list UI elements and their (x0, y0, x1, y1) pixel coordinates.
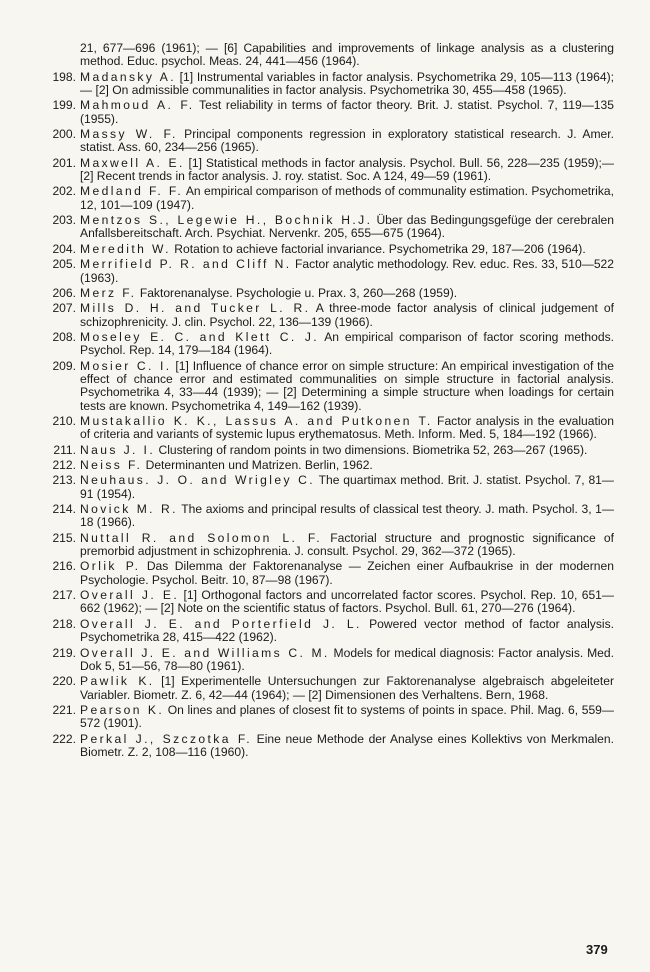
reference-text (80, 618, 614, 645)
reference-entry (42, 42, 614, 69)
reference-author: Overall J. E. and Porterfield J. L. (80, 616, 362, 631)
reference-text (80, 647, 614, 674)
reference-number: 212. (52, 458, 76, 473)
reference-citation: Principal components regression in exploratory statistical research. J. Amer. statist. Ass. 60, 234—256 (1965). (80, 127, 614, 155)
reference-entry (42, 258, 614, 285)
reference-entry (42, 185, 614, 212)
reference-citation: 21, 677—696 (1961); — [6] Capabilities and improvements of linkage analysis as a clustering method. Educ. psychol. Meas. 24, 441—456 (1964). (80, 41, 614, 69)
reference-entry (42, 459, 614, 472)
reference-text (80, 99, 614, 126)
reference-author: Mills D. H. and Tucker L. R. (80, 301, 311, 316)
reference-entry (42, 331, 614, 358)
reference-author: Overall J. E. and Williams C. M. (80, 645, 330, 660)
reference-entry (42, 503, 614, 530)
reference-author: Perkal J., Szczotka F. (80, 731, 253, 746)
reference-text (80, 71, 614, 98)
reference-number: 198. (52, 69, 76, 84)
reference-number: 213. (52, 473, 76, 488)
reference-number: 200. (52, 127, 76, 142)
reference-entry (42, 560, 614, 587)
reference-author: Novick M. R. (80, 502, 178, 517)
reference-entry (42, 415, 614, 442)
reference-author: Mosier C. I. (80, 358, 172, 373)
reference-citation: [1] Orthogonal factors and uncorrelated factor scores. Psychol. Rep. 10, 651—662 (1962); — [2] Note on the scientific status of factors. Psychol. Bull. 61, 270—276 (1964). (80, 588, 614, 616)
reference-citation: The axioms and principal results of classical test theory. J. math. Psychol. 3, 1—18 (1966). (80, 502, 615, 530)
reference-citation: Factorial structure and prognostic significance of premorbid adjustment in schizophrenia. J. consult. Psychol. 29, 362—372 (1965). (80, 530, 614, 559)
reference-citation: A three-mode factor analysis of clinical judgement of schizophrenicity. J. clin. Psychol. 22, 136—139 (1966). (80, 301, 614, 329)
reference-entry (42, 589, 614, 616)
reference-text (80, 185, 614, 212)
reference-entry (42, 243, 614, 256)
reference-text (80, 415, 614, 442)
reference-list (42, 42, 614, 761)
reference-author: Pawlik K. (80, 674, 155, 689)
reference-text (80, 128, 614, 155)
reference-entry (42, 474, 614, 501)
reference-author: Medland F. F. (80, 184, 184, 199)
reference-author: Meredith W. (80, 241, 171, 256)
reference-author: Mentzos S., Legewie H., Bochnik H.J. (80, 213, 373, 228)
reference-text (80, 302, 614, 329)
reference-citation: Test reliability in terms of factor theory. Brit. J. statist. Psychol. 7, 119—135 (1955). (80, 98, 614, 126)
reference-citation: An empirical comparison of methods of communality estimation. Psychometrika, 12, 101—109 (1947). (80, 184, 614, 212)
reference-author: Merrifield P. R. and Cliff N. (80, 257, 292, 272)
reference-text (80, 459, 614, 472)
reference-author: Naus J. I. (80, 442, 156, 457)
reference-number: 208. (52, 329, 76, 344)
reference-number: 209. (52, 358, 76, 373)
reference-entry (42, 157, 614, 184)
reference-text (80, 360, 614, 413)
reference-entry (42, 647, 614, 674)
reference-citation: The quartimax method. Brit. J. statist. Psychol. 7, 81—91 (1954). (80, 473, 614, 501)
reference-citation: Clustering of random points in two dimensions. Biometrika 52, 263—267 (1965). (155, 442, 588, 457)
reference-text (80, 243, 614, 256)
reference-number: 211. (53, 442, 76, 457)
reference-citation: Über das Bedingungsgefüge der cerebralen Anfallsbereitschaft. Arch. Psychiat. Nervenkr. 205, 655—675 (1964). (80, 213, 614, 241)
reference-number: 216. (52, 559, 76, 574)
reference-number: 218. (52, 616, 76, 631)
reference-number: 202. (52, 184, 76, 199)
reference-entry (42, 128, 614, 155)
reference-citation: [1] Experimentelle Untersuchungen zur Faktorenanalyse algebraisch abgeleiteter Variabler. Biometr. Z. 6, 42—44 (1964); — [2] Dimensionen des Verhaltens. Bern, 1968. (80, 674, 614, 702)
reference-text (80, 474, 614, 501)
reference-entry (42, 287, 614, 300)
reference-text (80, 704, 614, 731)
reference-author: Maxwell A. E. (80, 155, 185, 170)
reference-entry (42, 360, 614, 413)
reference-entry (42, 214, 614, 241)
page-number: 379 (586, 942, 608, 957)
reference-text (80, 287, 614, 300)
reference-author: Mustakallio K. K., Lassus A. and Putkonen T. (80, 413, 433, 428)
reference-number: 210. (52, 413, 76, 428)
reference-number: 207. (52, 301, 76, 316)
reference-citation: Rotation to achieve factorial invariance. Psychometrika 29, 187—206 (1964). (170, 241, 586, 256)
reference-citation: Factor analysis in the evaluation of criteria and variants of systemic lupus erythematosus. Meth. Inform. Med. 5, 184—192 (1966). (80, 413, 614, 442)
reference-citation: [1] Instrumental variables in factor analysis. Psychometrika 29, 105—113 (1964);— [2] On admissible communalities in factor analysis. Psychometrika 30, 455—458 (1965). (80, 69, 614, 97)
reference-author: Massy W. F. (80, 127, 178, 142)
reference-text (80, 214, 614, 241)
reference-author: Orlik P. (80, 559, 141, 574)
reference-number: 215. (52, 530, 76, 545)
reference-citation: Powered vector method of factor analysis. Psychometrika 28, 415—422 (1962). (80, 616, 614, 645)
reference-text (80, 589, 614, 616)
reference-number: 204. (52, 241, 76, 256)
reference-number: 221. (52, 702, 76, 717)
reference-author: Mahmoud A. F. (80, 98, 195, 113)
reference-author: Pearson K. (80, 702, 165, 717)
reference-number: 222. (52, 731, 76, 746)
reference-text (80, 444, 614, 457)
reference-citation: On lines and planes of closest fit to systems of points in space. Phil. Mag. 6, 559—572 (1901). (80, 702, 614, 731)
reference-entry (42, 704, 614, 731)
reference-citation: Faktorenanalyse. Psychologie u. Prax. 3, 260—268 (1959). (136, 285, 458, 300)
reference-number: 205. (52, 257, 76, 272)
reference-text (80, 503, 614, 530)
reference-text (80, 733, 614, 760)
reference-citation: An empirical comparison of factor scoring methods. Psychol. Rep. 14, 179—184 (1964). (80, 329, 614, 358)
reference-entry (42, 444, 614, 457)
reference-author: Overall J. E. (80, 588, 180, 603)
reference-entry (42, 733, 614, 760)
reference-text (80, 258, 614, 285)
reference-author: Madansky A. (80, 69, 176, 84)
reference-citation: Factor analytic methodology. Rev. educ. Res. 33, 510—522 (1963). (80, 257, 615, 285)
reference-entry (42, 99, 614, 126)
reference-author: Neiss F. (80, 458, 143, 473)
reference-entry (42, 532, 614, 559)
reference-citation: Determinanten und Matrizen. Berlin, 1962. (142, 458, 373, 473)
reference-number: 220. (52, 674, 76, 689)
reference-author: Neuhaus. J. O. and Wrigley C. (80, 473, 316, 488)
reference-citation: Das Dilemma der Faktorenanalyse — Zeichen einer Aufbaukrise in der modernen Psychologie. Psychol. Beitr. 10, 87—98 (1967). (80, 559, 614, 587)
reference-number: 203. (52, 213, 76, 228)
reference-number: 217. (52, 588, 76, 603)
reference-author: Merz F. (80, 285, 137, 300)
reference-citation: Models for medical diagnosis: Factor analysis. Med. Dok 5, 51—56, 78—80 (1961). (80, 645, 614, 673)
reference-number: 214. (52, 502, 76, 517)
reference-text (80, 157, 614, 184)
reference-citation: [1] Statistical methods in factor analysis. Psychol. Bull. 56, 228—235 (1959);— [2] Recent trends in factor analysis. J. roy. statist. Soc. A 124, 49—59 (1961). (80, 155, 614, 184)
reference-text (80, 675, 614, 702)
reference-author: Moseley E. C. and Klett C. J. (80, 329, 320, 344)
reference-number: 199. (52, 98, 76, 113)
reference-number: 206. (52, 285, 76, 300)
reference-number: 219. (52, 645, 76, 660)
reference-entry (42, 618, 614, 645)
reference-citation: Eine neue Methode der Analyse eines Kollektivs von Merkmalen. Biometr. Z. 2, 108—116 (1960). (80, 731, 614, 759)
reference-text (80, 331, 614, 358)
reference-entry (42, 675, 614, 702)
reference-author: Nuttall R. and Solomon L. F. (80, 530, 323, 545)
reference-number: 201. (52, 155, 76, 170)
reference-entry (42, 302, 614, 329)
reference-citation: [1] Influence of chance error on simple structure: An empirical investigation of the effect of chance error and estimated communalities on simple structure in factorial analysis. Psychometrika 4, 33—44 (1939); — [2] Determining a simple structure when loadings for certain tests are known. Psychometrika 4, 149—162 (1939). (80, 358, 614, 413)
reference-text (80, 42, 614, 69)
reference-text (80, 560, 614, 587)
reference-entry (42, 71, 614, 98)
reference-text (80, 532, 614, 559)
